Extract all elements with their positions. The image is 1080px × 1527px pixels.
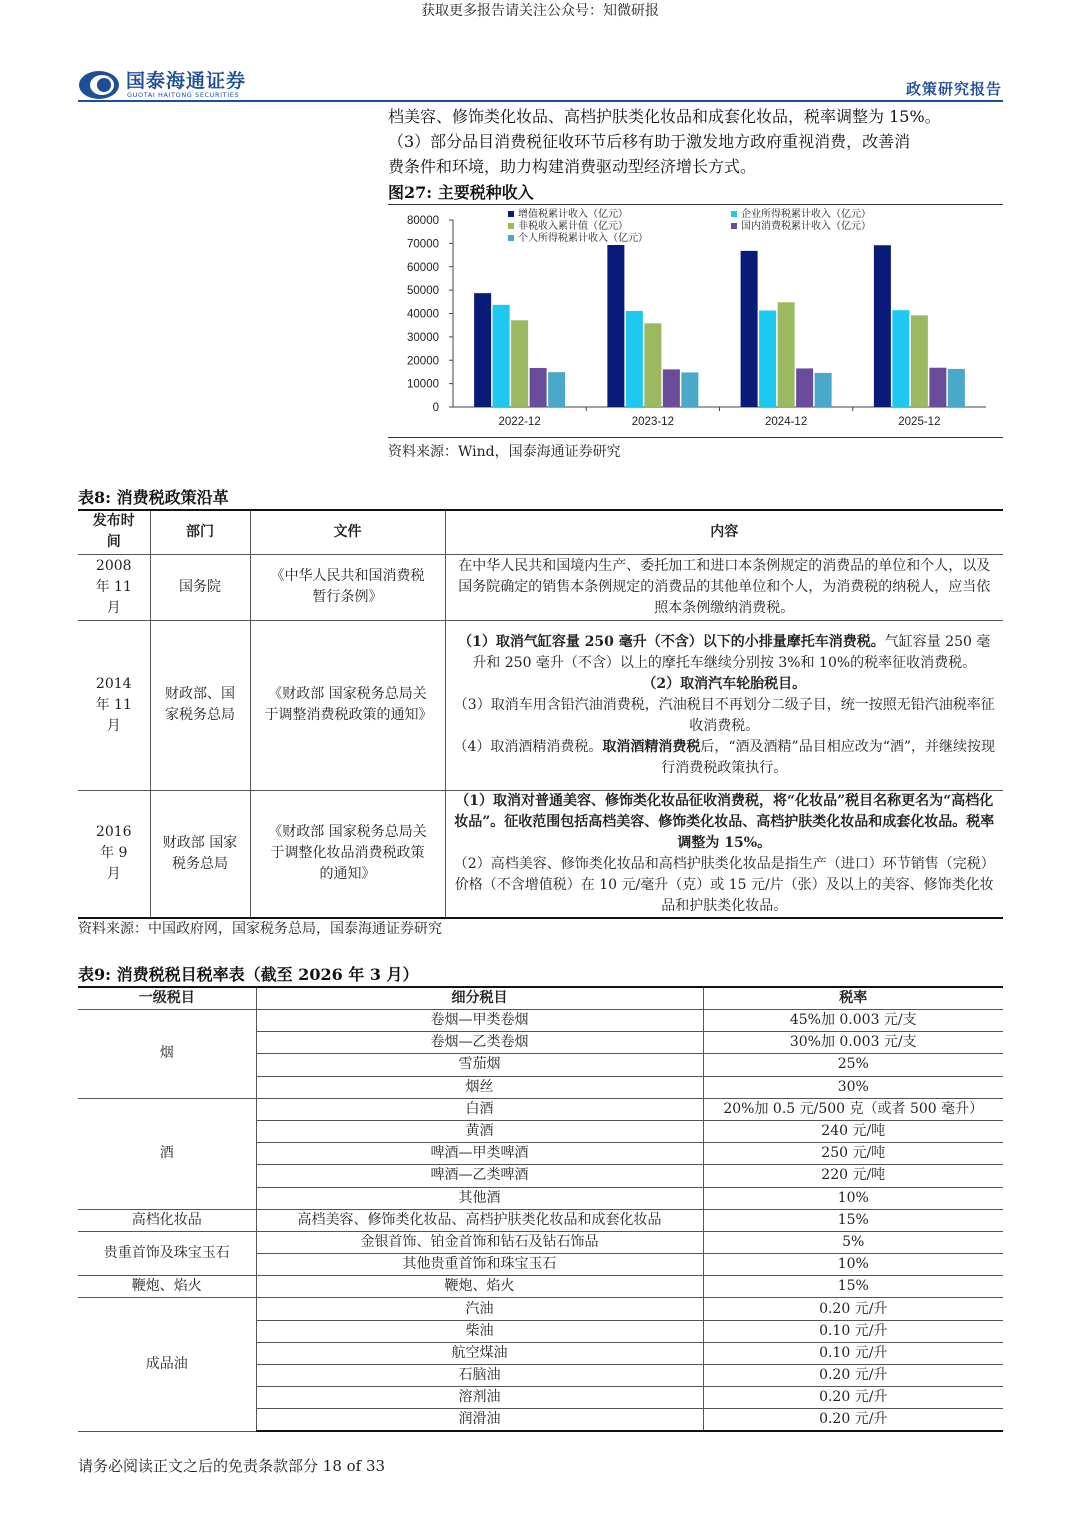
table8-header-date: 发布时间 bbox=[78, 510, 150, 554]
company-logo bbox=[78, 70, 278, 100]
table9-rate: 25% bbox=[703, 1054, 1003, 1076]
table8-header-content: 内容 bbox=[445, 510, 1003, 554]
content-text: （4）取消酒精消费税。 bbox=[453, 738, 603, 755]
table8-content bbox=[445, 790, 1003, 918]
content-text: 气缸容量 250 毫升和 250 毫升（不含）以上的摩托车继续分别按 3%和 10%的税率征收消费税。 bbox=[472, 633, 991, 671]
table9-subitem: 黄酒 bbox=[256, 1120, 703, 1142]
table9-subitem: 高档美容、修饰类化妆品、高档护肤类化妆品和成套化妆品 bbox=[256, 1209, 703, 1231]
legend-swatch bbox=[508, 211, 514, 217]
header-rule bbox=[78, 100, 1003, 102]
table8-dept: 国务院 bbox=[150, 554, 250, 620]
content-text: 取消酒精消费税 bbox=[602, 738, 701, 755]
x-tick-label: 2025-12 bbox=[898, 416, 941, 428]
x-tick-label: 2024-12 bbox=[765, 416, 808, 428]
table9-rate: 240 元/吨 bbox=[703, 1120, 1003, 1142]
table8-dept: 财政部 国家税务总局 bbox=[150, 790, 250, 918]
table9-rate: 10% bbox=[703, 1187, 1003, 1209]
y-tick-label: 40000 bbox=[407, 308, 439, 321]
content-text: （1）取消对普通美容、修饰类化妆品征收消费税，将“化妆品”税目名称更名为“高档化妆品”。征收范围包括高档美容、修饰类化妆品、高档护肤类化妆品和成套化妆品。税率调整为 15%。 bbox=[454, 792, 995, 851]
legend-swatch bbox=[508, 223, 514, 229]
table9-header-category: 一级税目 bbox=[78, 987, 256, 1010]
x-tick-label: 2022-12 bbox=[498, 416, 541, 428]
y-tick-label: 10000 bbox=[407, 378, 439, 391]
table8-doc: 《中华人民共和国消费税暂行条例》 bbox=[250, 554, 445, 620]
bar bbox=[607, 245, 624, 407]
table8-dept: 财政部、国家税务总局 bbox=[150, 620, 250, 790]
bar bbox=[548, 372, 565, 407]
table9-rate: 0.20 元/升 bbox=[703, 1365, 1003, 1387]
chart-svg bbox=[388, 206, 1003, 436]
logo-text-cn: 国泰海通证券 bbox=[126, 70, 247, 92]
content-text: 在中华人民共和国境内生产、委托加工和进口本条例规定的消费品的单位和个人，以及国务院确定的销售本条例规定的消费品的其他单位和个人，为消费税的纳税人，应当依照本条例缴纳消费税。 bbox=[458, 557, 991, 616]
y-tick-label: 80000 bbox=[407, 215, 439, 227]
y-tick-label: 50000 bbox=[407, 285, 439, 298]
bar bbox=[929, 368, 946, 407]
table9-subitem: 啤酒—乙类啤酒 bbox=[256, 1165, 703, 1187]
table9-subitem: 石脑油 bbox=[256, 1365, 703, 1387]
y-tick-label: 0 bbox=[432, 402, 439, 414]
table9-subitem: 鞭炮、焰火 bbox=[256, 1276, 703, 1298]
table9-subitem: 金银首饰、铂金首饰和钻石及钻石饰品 bbox=[256, 1231, 703, 1253]
table9-rate: 30%加 0.003 元/支 bbox=[703, 1032, 1003, 1054]
table9-subitem: 雪茄烟 bbox=[256, 1054, 703, 1076]
table8-content bbox=[445, 620, 1003, 790]
table9-subitem: 航空煤油 bbox=[256, 1342, 703, 1364]
table9-rate: 5% bbox=[703, 1231, 1003, 1253]
table9-rate: 0.20 元/升 bbox=[703, 1298, 1003, 1320]
table-row bbox=[78, 1276, 1003, 1298]
legend-label: 个人所得税累计收入（亿元） bbox=[518, 233, 648, 244]
bar bbox=[681, 372, 698, 407]
table8-date: 2008 年 11 月 bbox=[78, 554, 150, 620]
table9-subitem: 汽油 bbox=[256, 1298, 703, 1320]
table9-subitem: 烟丝 bbox=[256, 1076, 703, 1098]
table-row bbox=[78, 620, 1003, 790]
legend-label: 企业所得税累计收入（亿元） bbox=[741, 209, 871, 220]
legend-swatch bbox=[508, 235, 514, 241]
table9-header-rate: 税率 bbox=[703, 987, 1003, 1010]
legend-label: 增值税累计收入（亿元） bbox=[518, 209, 628, 220]
table8-header-doc: 文件 bbox=[250, 510, 445, 554]
paragraph-line-3: 费条件和环境，助力构建消费驱动型经济增长方式。 bbox=[388, 157, 757, 176]
table8-date: 2014 年 11 月 bbox=[78, 620, 150, 790]
bar bbox=[474, 293, 491, 407]
table9-rate: 0.20 元/升 bbox=[703, 1387, 1003, 1409]
y-tick-label: 20000 bbox=[407, 355, 439, 368]
bar bbox=[741, 251, 758, 407]
bar bbox=[796, 368, 813, 407]
bar bbox=[759, 310, 776, 407]
bar bbox=[493, 305, 510, 407]
tax-revenue-chart bbox=[388, 206, 1003, 436]
page-footer: 请务必阅读正文之后的免责条款部分 18 of 33 bbox=[78, 1457, 386, 1475]
table9-header-row bbox=[78, 987, 1003, 1010]
table8-title: 表8: 消费税政策沿革 bbox=[78, 488, 229, 507]
table9-subitem: 润滑油 bbox=[256, 1409, 703, 1432]
table9 bbox=[78, 986, 1003, 1432]
table9-rate: 220 元/吨 bbox=[703, 1165, 1003, 1187]
bar bbox=[948, 369, 965, 407]
table9-title: 表9: 消费税税目税率表（截至 2026 年 3 月） bbox=[78, 965, 419, 984]
table9-category: 高档化妆品 bbox=[78, 1209, 256, 1231]
table8-header-dept: 部门 bbox=[150, 510, 250, 554]
top-banner: 获取更多报告请关注公众号：知微研报 bbox=[421, 3, 659, 19]
table8-source: 资料来源：中国政府网，国家税务总局，国泰海通证券研究 bbox=[78, 921, 442, 937]
table8-date: 2016 年 9 月 bbox=[78, 790, 150, 918]
table9-rate: 15% bbox=[703, 1209, 1003, 1231]
logo-mark-icon bbox=[78, 70, 120, 100]
table9-rate: 30% bbox=[703, 1076, 1003, 1098]
table8-doc: 《财政部 国家税务总局关于调整消费税政策的通知》 bbox=[250, 620, 445, 790]
content-text: （3）取消车用含铅汽油消费税，汽油税目不再划分二级子目，统一按照无铅汽油税率征收消费税。 bbox=[453, 696, 995, 734]
figure-source-rule bbox=[388, 437, 1003, 438]
table9-category: 贵重首饰及珠宝玉石 bbox=[78, 1231, 256, 1275]
table9-category: 成品油 bbox=[78, 1298, 256, 1431]
report-type: 政策研究报告 bbox=[905, 80, 1002, 98]
table-row bbox=[78, 1098, 1003, 1120]
table9-header-subitem: 细分税目 bbox=[256, 987, 703, 1010]
table8-header-row bbox=[78, 510, 1003, 554]
bar bbox=[911, 315, 928, 407]
paragraph-line-1: 档美容、修饰类化妆品、高档护肤类化妆品和成套化妆品，税率调整为 15%。 bbox=[388, 107, 941, 126]
bar bbox=[778, 302, 795, 407]
table9-rate: 20%加 0.5 元/500 克（或者 500 毫升） bbox=[703, 1098, 1003, 1120]
bar bbox=[815, 373, 832, 407]
table-row bbox=[78, 790, 1003, 918]
legend-label: 非税收入累计值（亿元） bbox=[518, 221, 628, 232]
y-tick-label: 60000 bbox=[407, 261, 439, 274]
legend-label: 国内消费税累计收入（亿元） bbox=[741, 221, 871, 232]
table-row bbox=[78, 554, 1003, 620]
table9-subitem: 其他贵重首饰和珠宝玉石 bbox=[256, 1254, 703, 1276]
figure-rule bbox=[388, 204, 1003, 205]
table9-rate: 0.20 元/升 bbox=[703, 1409, 1003, 1432]
table9-subitem: 卷烟—甲类卷烟 bbox=[256, 1010, 703, 1032]
table9-subitem: 其他酒 bbox=[256, 1187, 703, 1209]
content-text: （1）取消气缸容量 250 毫升（不含）以下的小排量摩托车消费税。 bbox=[458, 633, 885, 650]
table9-subitem: 白酒 bbox=[256, 1098, 703, 1120]
figure-source: 资料来源：Wind，国泰海通证券研究 bbox=[388, 444, 621, 460]
table9-rate: 0.10 元/升 bbox=[703, 1342, 1003, 1364]
table9-category: 酒 bbox=[78, 1098, 256, 1209]
table-row bbox=[78, 1231, 1003, 1253]
legend-swatch bbox=[731, 223, 737, 229]
table9-rate: 250 元/吨 bbox=[703, 1143, 1003, 1165]
table8-doc: 《财政部 国家税务总局关于调整化妆品消费税政策的通知》 bbox=[250, 790, 445, 918]
table8-content bbox=[445, 554, 1003, 620]
bar bbox=[511, 320, 528, 407]
table9-subitem: 溶剂油 bbox=[256, 1387, 703, 1409]
content-text: 后，“酒及酒精”品目相应改为“酒”，并继续按现行消费税政策执行。 bbox=[661, 738, 996, 776]
x-tick-label: 2023-12 bbox=[631, 416, 674, 428]
table9-subitem: 柴油 bbox=[256, 1320, 703, 1342]
bar bbox=[892, 310, 909, 407]
y-tick-label: 30000 bbox=[407, 331, 439, 344]
paragraph-line-2: （3）部分品目消费税征收环节后移有助于激发地方政府重视消费，改善消 bbox=[388, 132, 911, 151]
table9-rate: 10% bbox=[703, 1254, 1003, 1276]
content-text: （2）高档美容、修饰类化妆品和高档护肤类化妆品是指生产（进口）环节销售（完税）价格（不含增值税）在 10 元/毫升（克）或 15 元/片（张）及以上的美容、修饰类化妆品和护肤类化妆品。 bbox=[453, 855, 995, 914]
table9-subitem: 啤酒—甲类啤酒 bbox=[256, 1143, 703, 1165]
bar bbox=[530, 368, 547, 407]
table9-rate: 15% bbox=[703, 1276, 1003, 1298]
legend-swatch bbox=[731, 211, 737, 217]
bar bbox=[626, 311, 643, 407]
bar bbox=[663, 369, 680, 407]
bar bbox=[874, 245, 891, 407]
table9-subitem: 卷烟—乙类卷烟 bbox=[256, 1032, 703, 1054]
table-row bbox=[78, 1298, 1003, 1320]
y-tick-label: 70000 bbox=[407, 238, 439, 251]
content-text: （2）取消汽车轮胎税目。 bbox=[642, 675, 807, 692]
table9-category: 烟 bbox=[78, 1010, 256, 1099]
table8 bbox=[78, 509, 1003, 919]
table9-category: 鞭炮、焰火 bbox=[78, 1276, 256, 1298]
figure-title: 图27: 主要税种收入 bbox=[388, 183, 534, 202]
table-row bbox=[78, 1209, 1003, 1231]
bar bbox=[644, 323, 661, 407]
logo-text-en: GUOTAI HAITONG SECURITIES bbox=[127, 91, 240, 99]
table-row bbox=[78, 1010, 1003, 1032]
table9-rate: 45%加 0.003 元/支 bbox=[703, 1010, 1003, 1032]
table9-rate: 0.10 元/升 bbox=[703, 1320, 1003, 1342]
